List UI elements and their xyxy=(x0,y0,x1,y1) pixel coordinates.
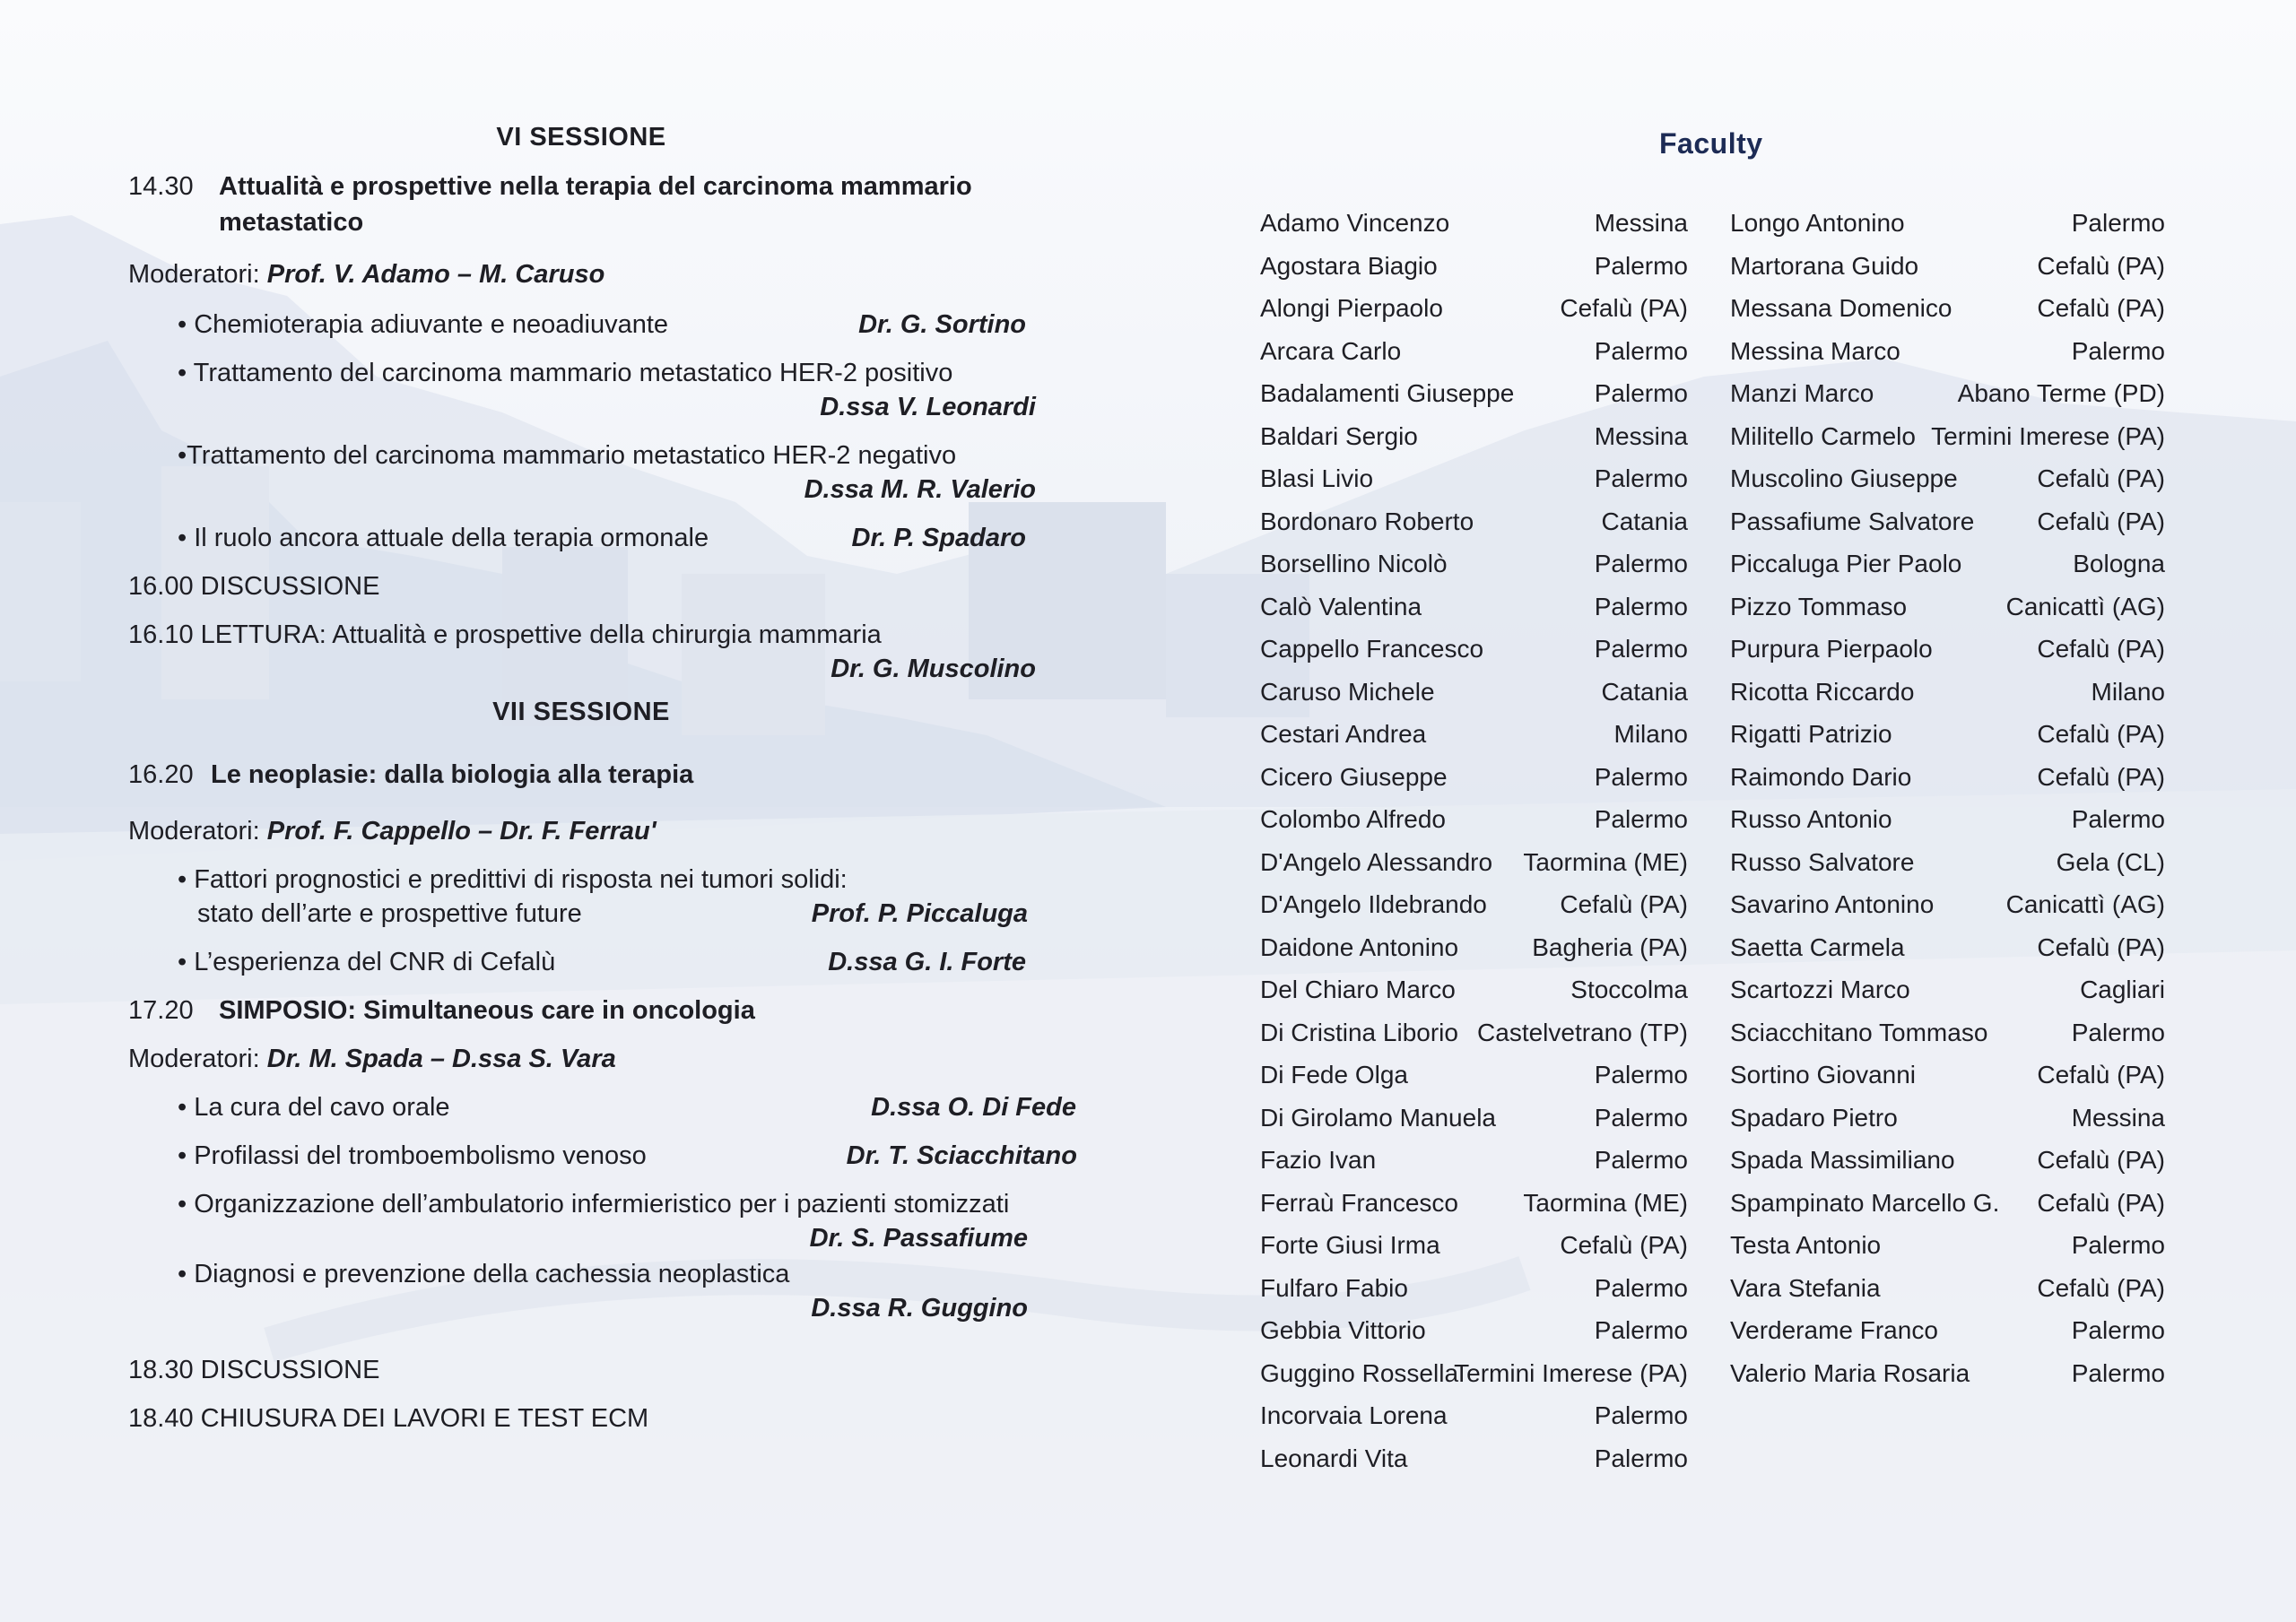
talk-speaker: D.ssa O. Di Fede xyxy=(871,1093,1076,1122)
faculty-row xyxy=(1730,507,2165,551)
faculty-name: Militello Carmelo xyxy=(1730,421,1916,450)
faculty-row xyxy=(1260,720,1695,763)
faculty-name: Valerio Maria Rosaria xyxy=(1730,1358,1970,1387)
moderators-names: Prof. F. Cappello – Dr. F. Ferrau' xyxy=(266,817,657,846)
faculty-city: Palermo xyxy=(1594,762,1688,791)
faculty-row xyxy=(1260,848,1695,891)
faculty-city: Termini Imerese (PA) xyxy=(1931,421,2165,450)
discussion-2: 18.30 DISCUSSIONE xyxy=(128,1356,380,1384)
faculty-city: Cefalù (PA) xyxy=(2037,635,2165,663)
faculty-row xyxy=(1730,976,2165,1019)
faculty-city: Palermo xyxy=(1594,805,1688,833)
faculty-city: Cefalù (PA) xyxy=(2037,1188,2165,1217)
faculty-city: Cefalù (PA) xyxy=(1560,1231,1688,1259)
faculty-name: Adamo Vincenzo xyxy=(1260,209,1450,237)
faculty-name: Fazio Ivan xyxy=(1260,1146,1377,1174)
simposio-row xyxy=(128,996,1043,1032)
faculty-name: Guggino Rossella xyxy=(1260,1358,1459,1387)
faculty-row xyxy=(1730,678,2165,721)
talk-item xyxy=(128,524,1026,559)
faculty-row xyxy=(1260,379,1695,422)
faculty-city: Cefalù (PA) xyxy=(1560,890,1688,918)
faculty-name: Passafiume Salvatore xyxy=(1730,507,1975,535)
faculty-city: Bologna xyxy=(2073,550,2165,577)
faculty-city: Catania xyxy=(1601,677,1688,706)
faculty-row xyxy=(1730,890,2165,933)
faculty-name: Muscolino Giuseppe xyxy=(1730,464,1958,492)
faculty-row xyxy=(1730,1061,2165,1104)
faculty-name: Baldari Sergio xyxy=(1260,421,1418,450)
faculty-row xyxy=(1730,337,2165,380)
faculty-name: Di Girolamo Manuela xyxy=(1260,1103,1496,1132)
program-column xyxy=(128,117,1077,1440)
faculty-name: Ferraù Francesco xyxy=(1260,1188,1458,1217)
talk-speaker: Dr. T. Sciacchitano xyxy=(846,1141,1077,1170)
faculty-city: Palermo xyxy=(2071,209,2165,237)
faculty-row xyxy=(1730,550,2165,593)
faculty-row xyxy=(1730,294,2165,337)
faculty-column-1 xyxy=(1260,209,1695,1487)
faculty-row xyxy=(1260,1104,1695,1147)
talk-item-cont xyxy=(128,899,1028,935)
faculty-name: Ricotta Riccardo xyxy=(1730,677,1915,706)
faculty-row xyxy=(1260,1019,1695,1062)
faculty-name: Blasi Livio xyxy=(1260,464,1374,492)
closing: 18.40 CHIUSURA DEI LAVORI E TEST ECM xyxy=(128,1404,649,1433)
faculty-row xyxy=(1730,422,2165,465)
faculty-row xyxy=(1260,1061,1695,1104)
faculty-city: Palermo xyxy=(2071,1018,2165,1046)
faculty-city: Canicattì (AG) xyxy=(2005,890,2165,918)
faculty-name: D'Angelo Alessandro xyxy=(1260,847,1493,876)
talk-item xyxy=(128,865,1043,899)
faculty-row xyxy=(1260,593,1695,636)
faculty-row xyxy=(1260,678,1695,721)
s7-topic-row xyxy=(128,760,1043,796)
faculty-name: Leonardi Vita xyxy=(1260,1444,1408,1472)
talk-title: • L’esperienza del CNR di Cefalù xyxy=(178,948,556,976)
faculty-name: Vara Stefania xyxy=(1730,1273,1881,1302)
faculty-row xyxy=(1260,337,1695,380)
faculty-city: Cefalù (PA) xyxy=(2037,507,2165,535)
faculty-row xyxy=(1730,379,2165,422)
s6-topic-row xyxy=(128,172,1043,208)
faculty-name: Arcara Carlo xyxy=(1260,336,1402,365)
faculty-city: Cefalù (PA) xyxy=(2037,762,2165,791)
faculty-city: Taormina (ME) xyxy=(1523,1188,1688,1217)
faculty-row xyxy=(1260,507,1695,551)
faculty-row xyxy=(1730,1146,2165,1189)
faculty-city: Taormina (ME) xyxy=(1523,847,1688,876)
faculty-row xyxy=(1730,464,2165,507)
faculty-city: Cefalù (PA) xyxy=(2037,932,2165,961)
faculty-city: Cefalù (PA) xyxy=(2037,294,2165,322)
moderators-label: Moderatori: xyxy=(128,817,260,846)
faculty-city: Palermo xyxy=(1594,1444,1688,1472)
faculty-name: Borsellino Nicolò xyxy=(1260,550,1448,577)
faculty-row xyxy=(1260,550,1695,593)
faculty-city: Bagheria (PA) xyxy=(1532,932,1688,961)
talk-speaker: D.ssa V. Leonardi xyxy=(820,393,1036,421)
faculty-city: Messina xyxy=(1594,209,1688,237)
faculty-row xyxy=(1260,294,1695,337)
faculty-city: Palermo xyxy=(1594,1316,1688,1344)
s6-topic: Attualità e prospettive nella terapia del carcinoma mammario xyxy=(219,172,972,201)
faculty-name: Cestari Andrea xyxy=(1260,720,1427,748)
faculty-name: Sortino Giovanni xyxy=(1730,1061,1917,1089)
faculty-row xyxy=(1260,252,1695,295)
faculty-row xyxy=(1730,848,2165,891)
faculty-name: Spampinato Marcello G. xyxy=(1730,1188,2000,1217)
faculty-row xyxy=(1730,805,2165,848)
faculty-row xyxy=(1730,720,2165,763)
faculty-row xyxy=(1260,1274,1695,1317)
faculty-row xyxy=(1260,1316,1695,1359)
s7-time: 16.20 xyxy=(128,760,194,789)
faculty-row xyxy=(1260,209,1695,252)
talk-item xyxy=(128,948,1026,984)
faculty-city: Milano xyxy=(1613,720,1688,748)
faculty-city: Termini Imerese (PA) xyxy=(1454,1358,1688,1387)
faculty-name: Colombo Alfredo xyxy=(1260,805,1447,833)
faculty-row xyxy=(1730,593,2165,636)
faculty-name: Di Fede Olga xyxy=(1260,1061,1408,1089)
faculty-row xyxy=(1260,1146,1695,1189)
discussion-1: 16.00 DISCUSSIONE xyxy=(128,572,380,601)
faculty-city: Palermo xyxy=(1594,336,1688,365)
faculty-city: Stoccolma xyxy=(1570,976,1688,1003)
faculty-city: Cagliari xyxy=(2080,976,2165,1003)
faculty-city: Canicattì (AG) xyxy=(2005,592,2165,620)
talk-item xyxy=(128,310,1026,346)
faculty-row xyxy=(1730,1316,2165,1359)
talk-title: • Il ruolo ancora attuale della terapia ormonale xyxy=(178,524,709,552)
faculty-city: Castelvetrano (TP) xyxy=(1477,1018,1688,1046)
faculty-name: Del Chiaro Marco xyxy=(1260,976,1456,1003)
faculty-row xyxy=(1260,1401,1695,1444)
talk-item xyxy=(128,1260,1043,1294)
faculty-city: Cefalù (PA) xyxy=(1560,294,1688,322)
s6-time: 14.30 xyxy=(128,172,194,201)
faculty-name: Caruso Michele xyxy=(1260,677,1435,706)
talk-title: • Trattamento del carcinoma mammario metastatico HER-2 positivo xyxy=(178,359,953,387)
faculty-row xyxy=(1730,1231,2165,1274)
faculty-city: Palermo xyxy=(1594,464,1688,492)
faculty-row xyxy=(1730,252,2165,295)
talk-title: • Fattori prognostici e predittivi di risposta nei tumori solidi: xyxy=(178,865,848,894)
faculty-city: Palermo xyxy=(1594,1401,1688,1429)
talk-speaker: Dr. P. Spadaro xyxy=(851,524,1026,552)
faculty-row xyxy=(1730,763,2165,806)
faculty-row xyxy=(1730,209,2165,252)
faculty-row xyxy=(1260,635,1695,678)
faculty-row xyxy=(1260,1231,1695,1274)
faculty-city: Cefalù (PA) xyxy=(2037,1061,2165,1089)
faculty-row xyxy=(1260,890,1695,933)
faculty-name: Piccaluga Pier Paolo xyxy=(1730,550,1962,577)
s6-moderators xyxy=(128,260,1043,296)
faculty-name: Messina Marco xyxy=(1730,336,1900,365)
faculty-name: Messana Domenico xyxy=(1730,294,1952,322)
moderators-label: Moderatori: xyxy=(128,1045,260,1073)
faculty-name: Agostara Biagio xyxy=(1260,251,1438,280)
talk-title: • Organizzazione dell’ambulatorio infermieristico per i pazienti stomizzati xyxy=(178,1190,1010,1219)
talk-speaker: Dr. G. Sortino xyxy=(858,310,1026,339)
faculty-name: Saetta Carmela xyxy=(1730,932,1905,961)
talk-title: •Trattamento del carcinoma mammario metastatico HER-2 negativo xyxy=(178,441,957,470)
faculty-name: Forte Giusi Irma xyxy=(1260,1231,1440,1259)
faculty-city: Palermo xyxy=(1594,1103,1688,1132)
talk-item xyxy=(128,441,1043,475)
faculty-row xyxy=(1260,976,1695,1019)
talk-speaker: D.ssa M. R. Valerio xyxy=(804,475,1036,504)
faculty-name: Pizzo Tommaso xyxy=(1730,592,1908,620)
faculty-city: Cefalù (PA) xyxy=(2037,720,2165,748)
talk-title-cont: stato dell’arte e prospettive future xyxy=(197,899,582,928)
faculty-row xyxy=(1260,1189,1695,1232)
faculty-city: Palermo xyxy=(2071,805,2165,833)
faculty-name: Longo Antonino xyxy=(1730,209,1905,237)
s7-topic: Le neoplasie: dalla biologia alla terapia xyxy=(211,760,694,789)
talk-title: • Diagnosi e prevenzione della cachessia neoplastica xyxy=(178,1260,790,1288)
faculty-name: Russo Salvatore xyxy=(1730,847,1915,876)
faculty-city: Cefalù (PA) xyxy=(2037,251,2165,280)
talk-speaker: Prof. P. Piccaluga xyxy=(811,899,1028,928)
faculty-city: Palermo xyxy=(1594,550,1688,577)
faculty-row xyxy=(1260,763,1695,806)
lettura-speaker: Dr. G. Muscolino xyxy=(831,655,1036,683)
faculty-row xyxy=(1730,933,2165,976)
faculty-row xyxy=(1730,635,2165,678)
faculty-name: Incorvaia Lorena xyxy=(1260,1401,1448,1429)
faculty-city: Palermo xyxy=(1594,1146,1688,1174)
faculty-title: Faculty xyxy=(1659,127,1763,160)
faculty-name: Manzi Marco xyxy=(1730,379,1874,407)
faculty-name: Gebbia Vittorio xyxy=(1260,1316,1426,1344)
faculty-row xyxy=(1260,422,1695,465)
faculty-row xyxy=(1730,1104,2165,1147)
faculty-row xyxy=(1260,805,1695,848)
faculty-city: Palermo xyxy=(2071,336,2165,365)
faculty-city: Cefalù (PA) xyxy=(2037,1273,2165,1302)
faculty-city: Palermo xyxy=(1594,1273,1688,1302)
faculty-row xyxy=(1730,1274,2165,1317)
talk-item xyxy=(128,1093,1076,1129)
faculty-row xyxy=(1260,933,1695,976)
faculty-city: Palermo xyxy=(2071,1358,2165,1387)
talk-speaker: D.ssa G. I. Forte xyxy=(828,948,1026,976)
simposio-moderators xyxy=(128,1045,1043,1080)
faculty-city: Cefalù (PA) xyxy=(2037,464,2165,492)
faculty-city: Milano xyxy=(2091,677,2165,706)
faculty-row xyxy=(1730,1019,2165,1062)
lettura: 16.10 LETTURA: Attualità e prospettive della chirurgia mammaria xyxy=(128,620,882,649)
faculty-name: Rigatti Patrizio xyxy=(1730,720,1892,748)
faculty-name: Purpura Pierpaolo xyxy=(1730,635,1933,663)
moderators-names: Prof. V. Adamo – M. Caruso xyxy=(266,260,605,289)
faculty-city: Palermo xyxy=(1594,379,1688,407)
faculty-column-2 xyxy=(1730,209,2165,1401)
faculty-name: Badalamenti Giuseppe xyxy=(1260,379,1515,407)
faculty-name: Cappello Francesco xyxy=(1260,635,1484,663)
faculty-name: Calò Valentina xyxy=(1260,592,1422,620)
talk-item xyxy=(128,359,1043,393)
faculty-city: Palermo xyxy=(1594,251,1688,280)
faculty-name: Raimondo Dario xyxy=(1730,762,1912,791)
faculty-name: Alongi Pierpaolo xyxy=(1260,294,1443,322)
talk-speaker: Dr. S. Passafiume xyxy=(809,1224,1028,1253)
faculty-name: Russo Antonio xyxy=(1730,805,1892,833)
faculty-name: Sciacchitano Tommaso xyxy=(1730,1018,1988,1046)
faculty-row xyxy=(1260,1444,1695,1488)
faculty-row xyxy=(1260,464,1695,507)
faculty-name: Di Cristina Liborio xyxy=(1260,1018,1458,1046)
faculty-row xyxy=(1730,1359,2165,1402)
simposio-topic: SIMPOSIO: Simultaneous care in oncologia xyxy=(219,996,755,1025)
faculty-name: Savarino Antonino xyxy=(1730,890,1935,918)
talk-title: • Chemioterapia adiuvante e neoadiuvante xyxy=(178,310,669,339)
faculty-name: Martorana Guido xyxy=(1730,251,1919,280)
faculty-city: Palermo xyxy=(1594,592,1688,620)
talk-item xyxy=(128,1190,1043,1224)
faculty-name: Daidone Antonino xyxy=(1260,932,1459,961)
faculty-city: Palermo xyxy=(1594,635,1688,663)
faculty-name: Fulfaro Fabio xyxy=(1260,1273,1408,1302)
faculty-city: Catania xyxy=(1601,507,1688,535)
s7-moderators xyxy=(128,817,1043,853)
faculty-city: Cefalù (PA) xyxy=(2037,1146,2165,1174)
faculty-city: Messina xyxy=(2071,1103,2165,1132)
simposio-time: 17.20 xyxy=(128,996,194,1025)
faculty-city: Gela (CL) xyxy=(2056,847,2165,876)
session-vi-title: VI SESSIONE xyxy=(496,123,666,152)
faculty-name: D'Angelo Ildebrando xyxy=(1260,890,1487,918)
s6-topic-cont: metastatico xyxy=(219,208,364,237)
faculty-name: Cicero Giuseppe xyxy=(1260,762,1448,791)
moderators-names: Dr. M. Spada – D.ssa S. Vara xyxy=(266,1045,616,1073)
moderators-label: Moderatori: xyxy=(128,260,260,289)
faculty-name: Bordonaro Roberto xyxy=(1260,507,1474,535)
faculty-row xyxy=(1260,1359,1695,1402)
faculty-name: Scartozzi Marco xyxy=(1730,976,1910,1003)
session-vii-title: VII SESSIONE xyxy=(492,698,670,726)
talk-title: • Profilassi del tromboembolismo venoso xyxy=(178,1141,647,1170)
faculty-city: Abano Terme (PD) xyxy=(1957,379,2165,407)
faculty-city: Palermo xyxy=(2071,1231,2165,1259)
talk-title: • La cura del cavo orale xyxy=(178,1093,450,1122)
talk-item xyxy=(128,1141,1077,1177)
faculty-city: Palermo xyxy=(1594,1061,1688,1089)
faculty-city: Palermo xyxy=(2071,1316,2165,1344)
faculty-name: Verderame Franco xyxy=(1730,1316,1938,1344)
talk-speaker: D.ssa R. Guggino xyxy=(811,1294,1028,1323)
faculty-name: Spadaro Pietro xyxy=(1730,1103,1898,1132)
faculty-row xyxy=(1730,1189,2165,1232)
faculty-city: Messina xyxy=(1594,421,1688,450)
faculty-name: Spada Massimiliano xyxy=(1730,1146,1955,1174)
faculty-name: Testa Antonio xyxy=(1730,1231,1882,1259)
